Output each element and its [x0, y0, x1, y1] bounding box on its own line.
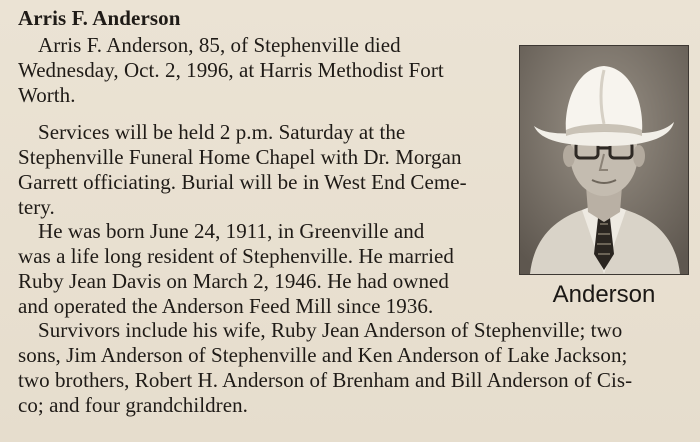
text-line: two brothers, Robert H. Anderson of Brenham and Bill Anderson of Cis-: [18, 368, 633, 392]
text-line: tery.: [18, 195, 55, 219]
text-line: Services will be held 2 p.m. Saturday at the: [38, 120, 406, 144]
text-line: Arris F. Anderson, 85, of Stephenville died: [38, 33, 401, 57]
text-line: and operated the Anderson Feed Mill since 1936.: [18, 294, 434, 318]
paragraph-biography: [18, 219, 454, 319]
photo-caption: Anderson: [552, 281, 656, 308]
text-line: was a life long resident of Stephenville. He married: [18, 244, 454, 268]
text-line: Garrett officiating. Burial will be in West End Ceme-: [18, 170, 467, 194]
paragraph-services: [18, 120, 467, 220]
text-line: Stephenville Funeral Home Chapel with Dr. Morgan: [18, 145, 462, 169]
text-line: sons, Jim Anderson of Stephenville and Ken Anderson of Lake Jackson;: [18, 343, 628, 367]
text-line: co; and four grandchildren.: [18, 393, 248, 417]
paragraph-death: [18, 33, 444, 108]
text-line: Wednesday, Oct. 2, 1996, at Harris Methodist Fort: [18, 58, 444, 82]
text-line: Worth.: [18, 83, 76, 107]
text-line: Survivors include his wife, Ruby Jean Anderson of Stephenville; two: [38, 318, 623, 342]
text-line: Ruby Jean Davis on March 2, 1946. He had owned: [18, 269, 449, 293]
text-line: He was born June 24, 1911, in Greenville and: [38, 219, 425, 243]
obituary-headline: Arris F. Anderson: [18, 6, 181, 30]
portrait-photo: [519, 45, 689, 275]
paragraph-survivors: [18, 318, 632, 418]
portrait-image: [520, 46, 688, 274]
